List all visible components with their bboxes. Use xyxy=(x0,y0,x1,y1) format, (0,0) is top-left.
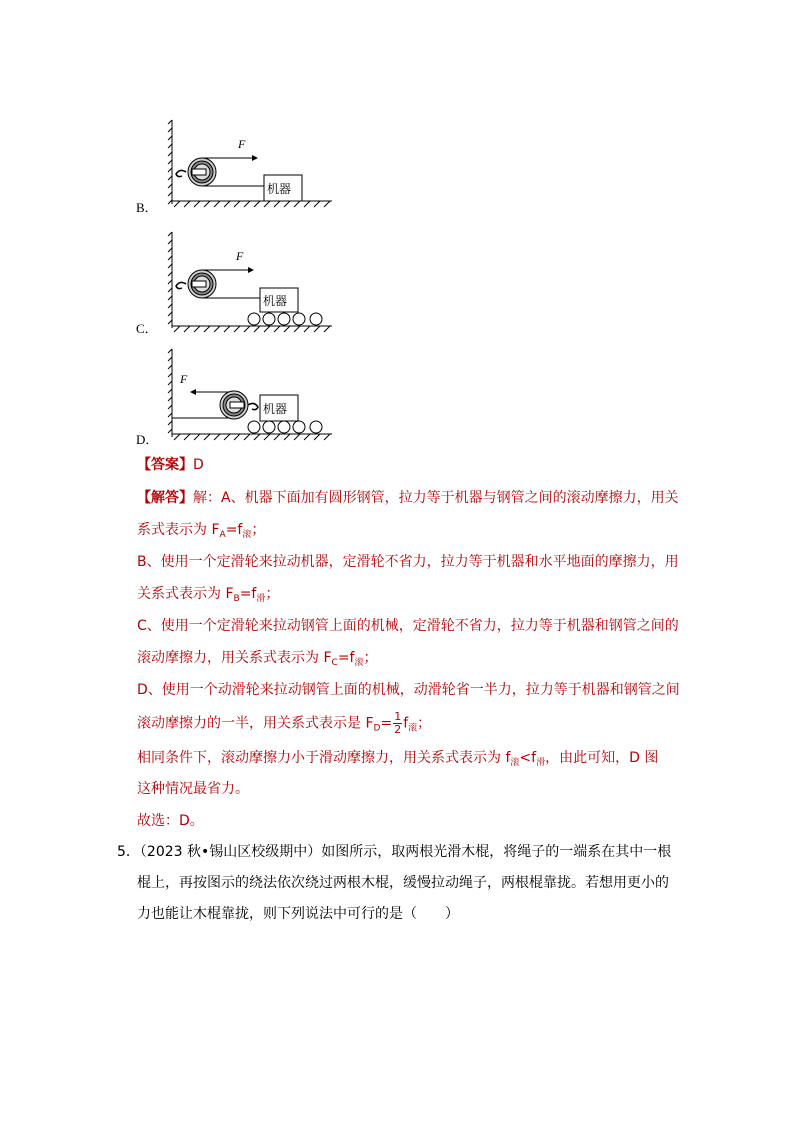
figure-c xyxy=(160,228,340,334)
force-label: F xyxy=(236,249,244,263)
analysis-text-9a: 相同条件下，滚动摩擦力小于滑动摩擦力，用关系式表示为 f xyxy=(137,750,511,766)
analysis-tag: 【解答】 xyxy=(137,490,193,506)
ground xyxy=(172,201,332,207)
rollers xyxy=(248,421,322,433)
subscript: 滚 xyxy=(242,530,252,540)
fraction-half xyxy=(393,711,402,736)
fraction-numerator: 1 xyxy=(394,710,402,723)
analysis-line-1 xyxy=(137,488,679,508)
pulley xyxy=(176,270,216,298)
question-5-line-3: 力也能让木棍靠拢，则下列说法中可行的是（ ） xyxy=(137,906,459,922)
question-5-line-2: 棍上，再按图示的绕法依次绕过两根木棍，缓慢拉动绳子，两根棍靠拢。若想用更小的 xyxy=(137,875,669,891)
analysis-line-3: B、使用一个定滑轮来拉动机器，定滑轮不省力，拉力等于机器和水平地面的摩擦力，用 xyxy=(137,554,679,570)
subscript: C xyxy=(331,658,338,668)
rollers xyxy=(248,313,322,325)
question-5-line-1 xyxy=(117,842,671,862)
movable-pulley xyxy=(220,391,258,419)
answer-line xyxy=(137,455,204,475)
option-d-label: D． xyxy=(136,432,159,447)
pulley xyxy=(176,158,216,186)
analysis-text-9b: <f xyxy=(519,750,537,766)
analysis-line-9 xyxy=(137,748,658,773)
analysis-text-2a: 系式表示为 F xyxy=(137,522,220,538)
analysis-text-9c: ，由此可知，D 图 xyxy=(545,750,659,766)
arrow-head xyxy=(252,155,258,161)
analysis-text-8d: ； xyxy=(417,715,432,732)
analysis-text-8c: f xyxy=(403,715,409,732)
subscript: 滚 xyxy=(408,723,418,734)
analysis-text-6a: 滚动摩擦力，用关系式表示为 F xyxy=(137,650,332,666)
analysis-line-10: 这种情况最省力。 xyxy=(137,781,249,797)
arrow-head xyxy=(190,389,196,395)
option-c-label: C． xyxy=(136,321,158,336)
subscript: A xyxy=(219,530,226,540)
analysis-text-8b: = xyxy=(380,715,393,732)
analysis-text-8a: 滚动摩擦力的一半，用关系式表示是 F xyxy=(137,715,374,732)
analysis-text-2c: ； xyxy=(251,522,266,538)
subscript: 滚 xyxy=(510,758,520,768)
question-number: 5． xyxy=(117,844,140,860)
machine-label: 机器 xyxy=(263,294,288,308)
analysis-line-4 xyxy=(137,584,279,609)
analysis-text-4c: ； xyxy=(265,586,280,602)
subscript: 滑 xyxy=(536,758,546,768)
subscript: 滚 xyxy=(354,658,364,668)
analysis-line-6 xyxy=(137,648,378,673)
subscript: B xyxy=(233,594,240,604)
analysis-line-5: C、使用一个定滑轮来拉动钢管上面的机械，定滑轮不省力，拉力等于机器和钢管之间的 xyxy=(137,618,679,634)
analysis-line-8 xyxy=(137,711,431,739)
figure-d xyxy=(160,345,340,445)
fraction-denominator: 2 xyxy=(394,723,402,736)
force-label: F xyxy=(238,137,246,151)
analysis-text-1: 解：A、机器下面加有圆形钢管，拉力等于机器与钢管之间的滚动摩擦力，用关 xyxy=(193,490,679,506)
analysis-text-6c: ； xyxy=(363,650,378,666)
analysis-text-2b: =f xyxy=(225,522,243,538)
analysis-text-4b: =f xyxy=(239,586,257,602)
analysis-line-11: 故选：D。 xyxy=(137,813,204,829)
answer-tag: 【答案】 xyxy=(137,457,193,473)
wall xyxy=(168,120,172,204)
figure-b xyxy=(160,112,340,212)
subscript: 滑 xyxy=(256,594,266,604)
machine-label: 机器 xyxy=(263,402,288,416)
analysis-text-4a: 关系式表示为 F xyxy=(137,586,234,602)
machine-label: 机器 xyxy=(267,182,292,196)
subscript: D xyxy=(373,723,381,734)
force-label: F xyxy=(180,372,188,386)
question-text-1: （2023 秋•锡山区校级期中）如图所示，取两根光滑木棍，将绳子的一端系在其中一根 xyxy=(139,844,672,860)
analysis-text-6b: =f xyxy=(337,650,355,666)
analysis-line-2 xyxy=(137,520,265,545)
answer-value: D xyxy=(193,457,204,473)
analysis-line-7: D、使用一个动滑轮来拉动钢管上面的机械，动滑轮省一半力，拉力等于机器和钢管之间 xyxy=(137,682,680,698)
option-b-label: B． xyxy=(136,200,158,215)
